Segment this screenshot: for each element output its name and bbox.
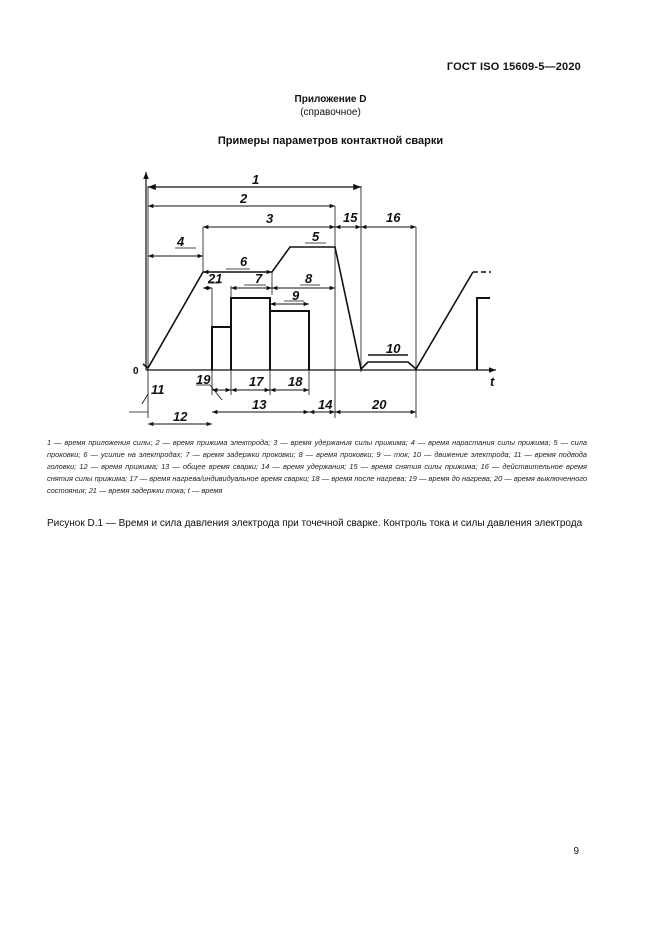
marker-7: 7 <box>255 271 263 286</box>
marker-9: 9 <box>292 288 300 303</box>
marker-19: 19 <box>196 372 211 387</box>
marker-10: 10 <box>386 341 401 356</box>
page-number: 9 <box>573 846 579 857</box>
current-pulses <box>212 298 490 370</box>
marker-20: 20 <box>372 397 387 412</box>
time-axis-label: t <box>490 374 495 389</box>
marker-21: 21 <box>208 271 223 286</box>
axes <box>146 172 496 370</box>
marker-3: 3 <box>266 211 274 226</box>
marker-5: 5 <box>312 229 320 244</box>
marker-13: 13 <box>252 397 267 412</box>
figure-caption: Рисунок D.1 — Время и сила давления электрода при точечной сварке. Контроль тока и силы давления электрода <box>47 518 583 529</box>
force-curve <box>143 247 491 369</box>
marker-16: 16 <box>386 210 401 225</box>
marker-14: 14 <box>318 397 333 412</box>
marker-8: 8 <box>305 271 313 286</box>
marker-17: 17 <box>249 374 264 389</box>
marker-11: 11 <box>151 382 165 397</box>
figure-legend: 1 — время приложения силы; 2 — время прижима электрода; 3 — время удержания силы прижима; 4 — время нарастания силы прижима; 5 — сила проковки; 6 — усилие на электродах; 7 — время задержки проковки; 8 — время проковки; 9 — ток; 10 — движение электрода; 11 — время подвода головки; 12 — время прижима; 13 — общее время сварки; 14 — время удержания; 15 — время снятия силы прижима; 16 — действительное время снятия силы прижима; 17 — время нагрева/индивидуальное время сварки; 18 — время после нагрева; 19 — время до нагрева; 20 — время выключенного состояния; 21 — время задержки тока; t — время <box>47 438 587 495</box>
dimension-arrows <box>148 206 416 424</box>
marker-18: 18 <box>288 374 303 389</box>
marker-12: 12 <box>173 409 188 424</box>
standard-code: ГОСТ ISO 15609-5—2020 <box>446 61 581 73</box>
marker-4: 4 <box>177 234 185 249</box>
section-title: Примеры параметров контактной сварки <box>217 135 444 147</box>
zero-label: 0 <box>133 366 139 377</box>
marker-15: 15 <box>343 210 358 225</box>
marker-6: 6 <box>240 254 248 269</box>
appendix-title: Приложение D <box>294 94 367 105</box>
appendix-note: (справочное) <box>300 107 361 118</box>
marker-2: 2 <box>240 191 248 206</box>
marker-1: 1 <box>252 172 260 187</box>
